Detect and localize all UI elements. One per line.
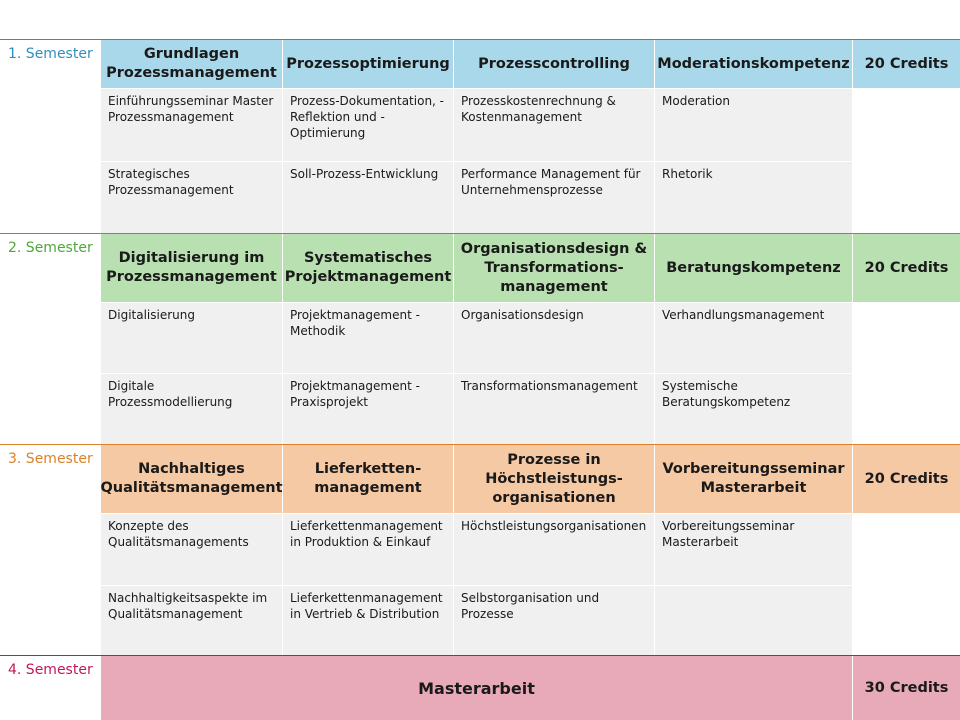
- course-cell: Einführungsseminar Master Prozessmanagement: [101, 89, 282, 161]
- course-cell: Transformationsmanagement: [454, 374, 654, 444]
- credits-badge: 20 Credits: [853, 234, 960, 302]
- module-header: Prozessoptimierung: [283, 40, 453, 88]
- semester-label: 1. Semester: [8, 46, 93, 62]
- course-cell: Konzepte des Qualitätsmanagements: [101, 514, 282, 585]
- course-cell: Nachhaltigkeitsaspekte im Qualitätsmanagement: [101, 586, 282, 657]
- credits-badge: 30 Credits: [853, 656, 960, 720]
- course-cell: Vorbereitungsseminar Masterarbeit: [655, 514, 852, 585]
- module-header: Prozesse in Höchstleistungs-organisationen: [454, 445, 654, 513]
- module-header: Prozesscontrolling: [454, 40, 654, 88]
- module-header: Lieferketten-management: [283, 445, 453, 513]
- credits-badge: 20 Credits: [853, 445, 960, 513]
- course-cell: Lieferkettenmanagement in Vertrieb & Distribution: [283, 586, 453, 657]
- module-header: Vorbereitungsseminar Masterarbeit: [655, 445, 852, 513]
- course-cell: Rhetorik: [655, 162, 852, 234]
- module-header: Organisationsdesign & Transformations-management: [454, 234, 654, 302]
- course-cell: Digitale Prozessmodellierung: [101, 374, 282, 444]
- module-header: Moderationskompetenz: [655, 40, 852, 88]
- course-cell: Digitalisierung: [101, 303, 282, 373]
- course-cell: Verhandlungsmanagement: [655, 303, 852, 373]
- course-cell: Soll-Prozess-Entwicklung: [283, 162, 453, 234]
- course-cell: Lieferkettenmanagement in Produktion & Einkauf: [283, 514, 453, 585]
- course-cell: Performance Management für Unternehmensprozesse: [454, 162, 654, 234]
- masterarbeit-block: Masterarbeit: [101, 656, 852, 720]
- course-cell: Moderation: [655, 89, 852, 161]
- module-header: Nachhaltiges Qualitätsmanagement: [101, 445, 282, 513]
- course-cell: Projektmanagement - Praxisprojekt: [283, 374, 453, 444]
- module-header: Beratungskompetenz: [655, 234, 852, 302]
- semester-label: 3. Semester: [8, 451, 93, 467]
- course-cell: Höchstleistungsorganisationen: [454, 514, 654, 585]
- course-cell: Selbstorganisation und Prozesse: [454, 586, 654, 657]
- semester-label: 2. Semester: [8, 240, 93, 256]
- module-header: Grundlagen Prozessmanagement: [101, 40, 282, 88]
- course-cell: Systemische Beratungskompetenz: [655, 374, 852, 444]
- course-cell: [655, 586, 852, 657]
- course-cell: Prozesskostenrechnung & Kostenmanagement: [454, 89, 654, 161]
- module-header: Digitalisierung im Prozessmanagement: [101, 234, 282, 302]
- credits-badge: 20 Credits: [853, 40, 960, 88]
- course-cell: Strategisches Prozessmanagement: [101, 162, 282, 234]
- course-cell: Prozess-Dokumentation, -Reflektion und -Optimierung: [283, 89, 453, 161]
- module-header: Systematisches Projektmanagement: [283, 234, 453, 302]
- course-cell: Organisationsdesign: [454, 303, 654, 373]
- semester-label: 4. Semester: [8, 662, 93, 678]
- course-cell: Projektmanagement - Methodik: [283, 303, 453, 373]
